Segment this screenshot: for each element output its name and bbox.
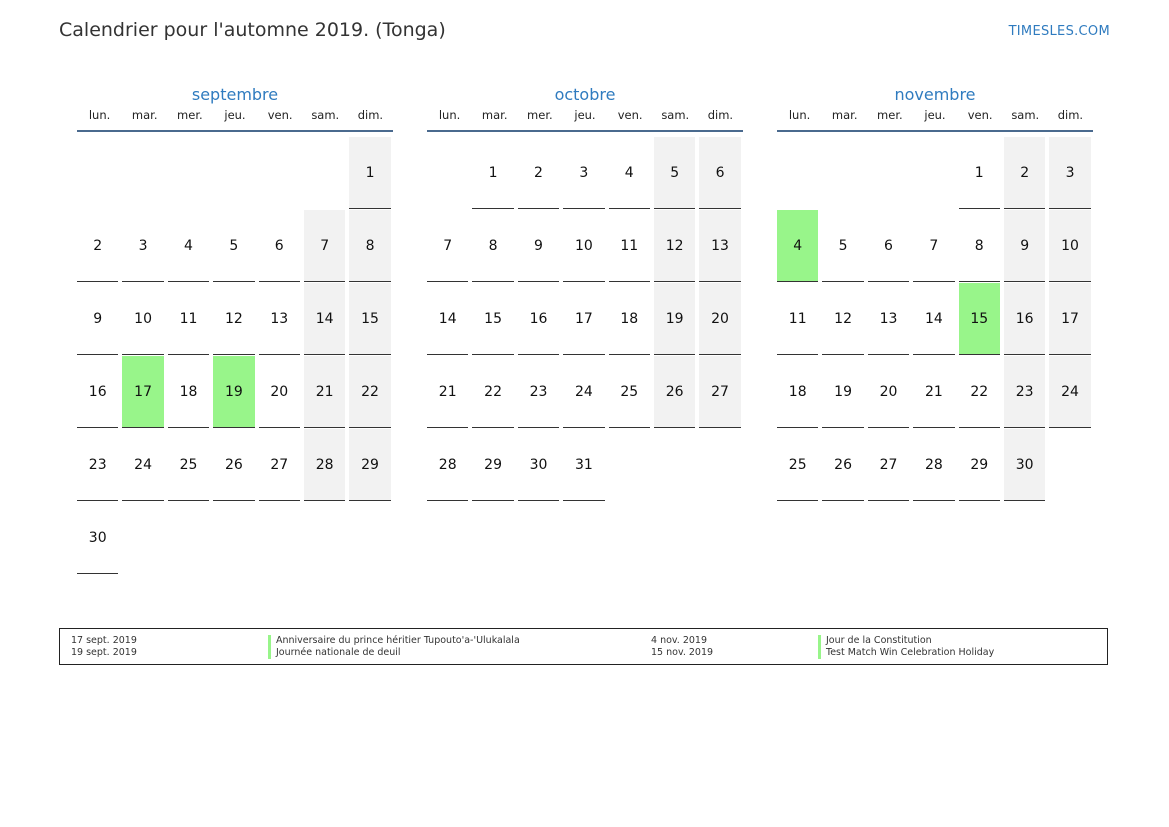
weekday-header	[777, 108, 1093, 132]
day-cell: 19	[822, 356, 863, 428]
day-cell: 28	[304, 429, 345, 501]
day-cell: 30	[1004, 429, 1045, 501]
day-cell: 9	[1004, 210, 1045, 282]
day-cell: 30	[518, 429, 559, 501]
day-cell: 17	[563, 283, 604, 355]
day-cell: 3	[563, 137, 604, 209]
day-cell: 15	[472, 283, 513, 355]
legend-date: 17 sept. 2019	[71, 635, 137, 646]
day-cell: 12	[822, 283, 863, 355]
weekday-label: jeu.	[924, 108, 946, 122]
day-cell: 20	[259, 356, 300, 428]
weekday-header	[427, 108, 743, 132]
day-cell: 3	[1049, 137, 1090, 209]
weekday-label: mar.	[831, 108, 858, 122]
day-cell: 13	[259, 283, 300, 355]
weekday-label: ven.	[617, 108, 643, 122]
weekday-label: mer.	[527, 108, 553, 122]
weekday-label: sam.	[1011, 108, 1040, 122]
day-cell: 26	[213, 429, 254, 501]
holiday-day-cell: 19	[213, 356, 254, 428]
weekday-label: ven.	[967, 108, 993, 122]
day-cell: 31	[563, 429, 604, 501]
empty-cell	[913, 137, 954, 209]
day-cell: 27	[868, 429, 909, 501]
holiday-legend	[59, 628, 1108, 665]
day-cell: 9	[518, 210, 559, 282]
weekday-label: dim.	[357, 108, 384, 122]
day-grid	[77, 137, 393, 575]
month-name: septembre	[191, 85, 279, 104]
day-cell: 18	[777, 356, 818, 428]
day-cell: 8	[349, 210, 390, 282]
empty-cell	[777, 137, 818, 209]
empty-cell	[122, 137, 163, 209]
legend-date: 4 nov. 2019	[651, 635, 707, 646]
day-cell: 13	[868, 283, 909, 355]
empty-cell	[822, 137, 863, 209]
page-title: Calendrier pour l'automne 2019. (Tonga)	[59, 19, 446, 41]
legend-holiday-name: Test Match Win Celebration Holiday	[818, 647, 994, 659]
empty-cell	[168, 137, 209, 209]
day-cell: 10	[122, 283, 163, 355]
day-cell: 26	[822, 429, 863, 501]
day-cell: 20	[868, 356, 909, 428]
weekday-label: mar.	[481, 108, 508, 122]
weekday-label: sam.	[311, 108, 340, 122]
day-cell: 19	[654, 283, 695, 355]
legend-holiday-name: Anniversaire du prince héritier Tupouto'a-'Ulukalala	[268, 635, 520, 647]
day-cell: 12	[654, 210, 695, 282]
day-cell: 21	[427, 356, 468, 428]
legend-holiday-name: Journée nationale de deuil	[268, 647, 401, 659]
month-september	[77, 82, 393, 575]
weekday-label: jeu.	[224, 108, 246, 122]
day-cell: 5	[822, 210, 863, 282]
weekday-label: lun.	[438, 108, 461, 122]
day-cell: 18	[609, 283, 650, 355]
month-name: octobre	[554, 85, 616, 104]
weekday-label: sam.	[661, 108, 690, 122]
day-cell: 23	[1004, 356, 1045, 428]
month-october	[427, 82, 743, 502]
day-cell: 7	[304, 210, 345, 282]
day-cell: 2	[77, 210, 118, 282]
holiday-day-cell: 17	[122, 356, 163, 428]
day-cell: 28	[427, 429, 468, 501]
day-cell: 16	[518, 283, 559, 355]
day-cell: 25	[609, 356, 650, 428]
day-cell: 6	[259, 210, 300, 282]
weekday-label: mer.	[177, 108, 203, 122]
day-cell: 26	[654, 356, 695, 428]
legend-date: 15 nov. 2019	[651, 647, 714, 658]
day-cell: 8	[472, 210, 513, 282]
day-cell: 8	[959, 210, 1000, 282]
empty-cell	[213, 137, 254, 209]
day-cell: 5	[654, 137, 695, 209]
day-cell: 15	[349, 283, 390, 355]
day-grid	[427, 137, 743, 502]
day-cell: 27	[699, 356, 740, 428]
day-cell: 16	[1004, 283, 1045, 355]
day-cell: 3	[122, 210, 163, 282]
day-cell: 9	[77, 283, 118, 355]
empty-cell	[259, 137, 300, 209]
empty-cell	[304, 137, 345, 209]
weekday-label: lun.	[788, 108, 811, 122]
legend-date: 19 sept. 2019	[71, 647, 137, 658]
day-cell: 14	[427, 283, 468, 355]
day-cell: 13	[699, 210, 740, 282]
day-cell: 24	[122, 429, 163, 501]
day-cell: 23	[518, 356, 559, 428]
weekday-label: jeu.	[574, 108, 596, 122]
day-grid	[777, 137, 1093, 502]
day-cell: 18	[168, 356, 209, 428]
day-cell: 6	[868, 210, 909, 282]
day-cell: 14	[304, 283, 345, 355]
day-cell: 1	[959, 137, 1000, 209]
day-cell: 21	[913, 356, 954, 428]
day-cell: 6	[699, 137, 740, 209]
weekday-label: lun.	[88, 108, 111, 122]
day-cell: 30	[77, 502, 118, 574]
legend-holiday-name: Jour de la Constitution	[818, 635, 932, 647]
day-cell: 28	[913, 429, 954, 501]
month-november	[777, 82, 1093, 502]
day-cell: 10	[563, 210, 604, 282]
day-cell: 23	[77, 429, 118, 501]
day-cell: 10	[1049, 210, 1090, 282]
weekday-label: dim.	[1057, 108, 1084, 122]
holiday-day-cell: 4	[777, 210, 818, 282]
weekday-header	[77, 108, 393, 132]
empty-cell	[868, 137, 909, 209]
day-cell: 22	[472, 356, 513, 428]
weekday-label: ven.	[267, 108, 293, 122]
day-cell: 7	[427, 210, 468, 282]
day-cell: 20	[699, 283, 740, 355]
site-link[interactable]: TIMESLES.COM	[1008, 24, 1110, 39]
day-cell: 1	[472, 137, 513, 209]
day-cell: 4	[609, 137, 650, 209]
day-cell: 22	[959, 356, 1000, 428]
day-cell: 29	[472, 429, 513, 501]
day-cell: 5	[213, 210, 254, 282]
day-cell: 11	[777, 283, 818, 355]
empty-cell	[77, 137, 118, 209]
day-cell: 11	[609, 210, 650, 282]
day-cell: 24	[1049, 356, 1090, 428]
day-cell: 16	[77, 356, 118, 428]
day-cell: 2	[1004, 137, 1045, 209]
day-cell: 1	[349, 137, 390, 209]
day-cell: 24	[563, 356, 604, 428]
holiday-day-cell: 15	[959, 283, 1000, 355]
weekday-label: mar.	[131, 108, 158, 122]
day-cell: 29	[959, 429, 1000, 501]
weekday-label: mer.	[877, 108, 903, 122]
weekday-label: dim.	[707, 108, 734, 122]
day-cell: 17	[1049, 283, 1090, 355]
empty-cell	[427, 137, 468, 209]
day-cell: 12	[213, 283, 254, 355]
day-cell: 22	[349, 356, 390, 428]
day-cell: 11	[168, 283, 209, 355]
day-cell: 21	[304, 356, 345, 428]
day-cell: 25	[777, 429, 818, 501]
day-cell: 4	[168, 210, 209, 282]
day-cell: 2	[518, 137, 559, 209]
month-name: novembre	[894, 85, 976, 104]
day-cell: 7	[913, 210, 954, 282]
day-cell: 25	[168, 429, 209, 501]
day-cell: 29	[349, 429, 390, 501]
day-cell: 27	[259, 429, 300, 501]
day-cell: 14	[913, 283, 954, 355]
